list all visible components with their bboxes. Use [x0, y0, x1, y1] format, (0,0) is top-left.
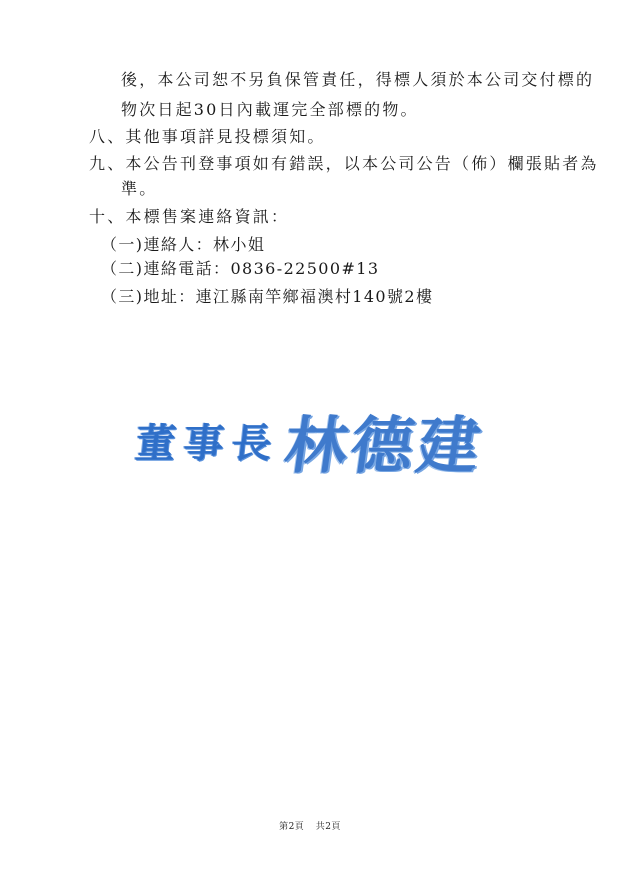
contact-person: （一)連絡人：林小姐: [101, 235, 266, 254]
contact-address: （三)地址：連江縣南竿鄉福澳村140號2樓: [101, 287, 434, 306]
contact-phone: （二)連絡電話：0836-22500#13: [101, 259, 380, 278]
page-total: 共2頁: [315, 822, 341, 832]
stamp-title: 董事長: [133, 420, 283, 467]
body-line-2: 物次日起30日內載運完全部標的物。: [121, 100, 419, 119]
item-10-contact-heading: 十、本標售案連絡資訊：: [89, 207, 290, 226]
item-9-errors-notice: 九、本公告刊登事項如有錯誤，以本公司公告（佈）欄張貼者為: [89, 154, 599, 173]
stamp-name: 林德建: [280, 409, 489, 482]
item-8-other-matters: 八、其他事項詳見投標須知。: [89, 127, 326, 146]
page-footer: [0, 819, 620, 832]
page-number: 第2頁: [279, 822, 305, 832]
item-9-continuation: 準。: [121, 179, 158, 198]
chairman-seal-stamp: [130, 396, 512, 496]
body-line-1: 後，本公司恕不另負保管責任，得標人須於本公司交付標的: [121, 70, 595, 89]
